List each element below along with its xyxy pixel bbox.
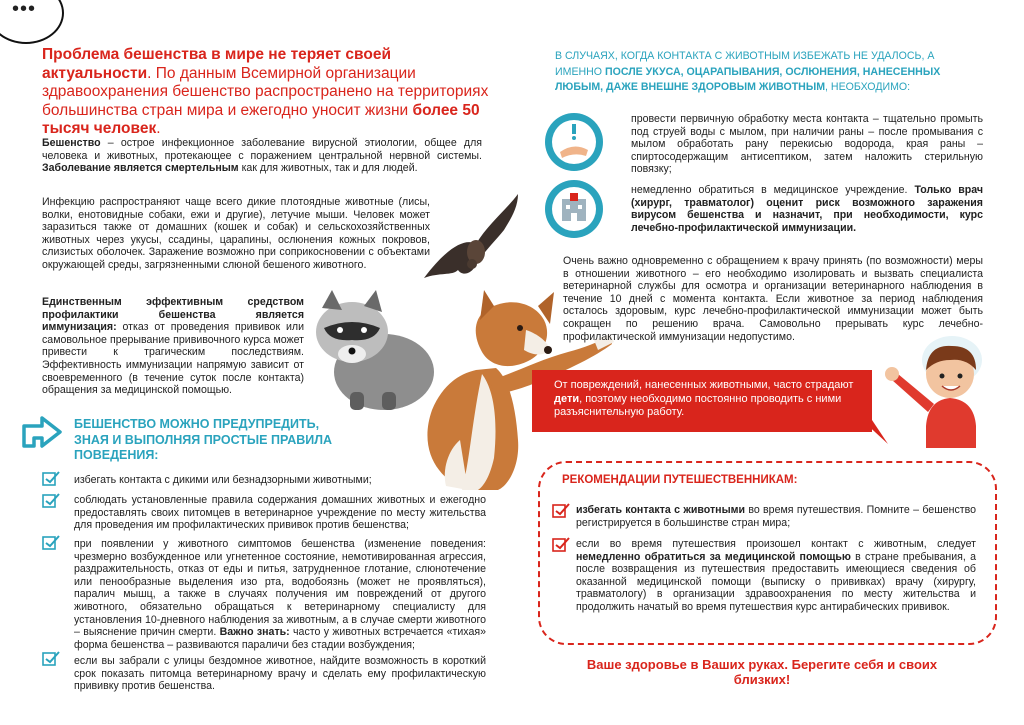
- rule-item: соблюдать установленные правила содержания домашних животных и ежегодно предоставлять своих питомцев в ветеринарное учреждение по месту жительства для проведения им профилактических прививок против бешенства;: [74, 494, 486, 532]
- infection-sources-paragraph: Инфекцию распространяют чаще всего дикие плотоядные животные (лисы, волки, енотовидные собаки, ежи и другие), летучие мыши. Человек может заразиться также от домашних (кошек и собак) и сельскохозяйственных животных через укусы, ссадины, царапины, ослюнения кожных покровов, слизистых оболочек. Заражение возможно при соприкосновении с объектами окружающей среды, загрязненными слюной бешеного животного.: [42, 196, 430, 271]
- travel-item: если во время путешествия произошел контакт с животным, следует немедленно обратиться за медицинской помощью в стране пребывания, а после возвращения из путешествия предоставить имеющиеся сведения об оказанной медицинской помощи (выписку о прививках) врачу (хирургу, травматологу) в организации здравоохранения по месту жительства и продолжить начатый во время путешествия курс антирабических прививок.: [576, 538, 976, 613]
- checkbox-icon: [42, 492, 60, 508]
- rule-item: если вы забрали с улицы бездомное животное, найдите возможность в короткий срок показать питомца ветеринарному врачу и сделать ему профилактическую прививку против бешенства.: [74, 655, 486, 693]
- observation-paragraph: Очень важно одновременно с обращением к врачу принять (по возможности) меры в отношении животного – его необходимо изолировать и вызвать специалиста ветеринарной службы для осмотра и организации ветеринарного наблюдения в течение 10 дней с момента контакта. Если животное за период наблюдения осталось здоровым, курс лечебно-профилактической иммунизации может быть сокращен по решению врача. Самовольно прерывать курс лечебно-профилактической иммунизации недопустимо.: [563, 255, 983, 343]
- prevention-title: БЕШЕНСТВО МОЖНО ПРЕДУПРЕДИТЬ, ЗНАЯ И ВЫПОЛНЯЯ ПРОСТЫЕ ПРАВИЛА ПОВЕДЕНИЯ:: [74, 417, 333, 462]
- checkbox-icon: [552, 536, 570, 552]
- immunization-paragraph: Единственным эффективным средством профилактики бешенства является иммунизация: отказ от проведения прививок или самовольное прерывание прививочного курса может привести к трагическим последствиям. Эффективность иммунизации напрямую зависит от своевременного (в течение суток после контакта) обращения за медицинской помощью.: [42, 296, 304, 397]
- checkbox-icon: [42, 534, 60, 550]
- footer-slogan: Ваше здоровье в Ваших руках. Берегите себя и своих близких!: [586, 657, 938, 687]
- checkbox-icon: [42, 650, 60, 666]
- rule-item: при появлении у животного симптомов бешенства (изменение поведения: чрезмерно возбужденное или угнетенное состояние, немотивированная агрессия, раздражительность, отказ от еды и питья, затрудненное глотание, слюнотечение или пенообразные выделения изо рта, водобоязнь (может не проявляться), паралич мышц, а также в случаях получения им повреждений от другого животного, обязательно обращаться к ветеринарному специалисту для установления 10-дневного наблюдения за животным, а в случае смерти животного – выяснение причин смерти. Важно знать: часто у животных встречается «тихая» форма бешенства – развиваются параличи без стадии возбуждения;: [74, 538, 486, 651]
- bat-image: [418, 190, 526, 286]
- first-aid-step: провести первичную обработку места контакта – тщательно промыть под струей воды с мылом, при наличии раны – после промывания с мылом обработать рану перекисью водорода, края раны – спиртосодержащим антисептиком, затем наложить стерильную повязку;: [631, 113, 983, 176]
- rule-item: избегать контакта с дикими или безнадзорными животными;: [74, 474, 372, 486]
- travel-item: избегать контакта с животными во время путешествия. Помните – бешенство регистрируется в большинстве стран мира;: [576, 504, 976, 529]
- checkbox-icon: [552, 502, 570, 518]
- hospital-icon: [545, 180, 603, 238]
- arrow-icon: [20, 412, 64, 452]
- washing-hands-icon: [545, 113, 603, 171]
- children-warning-text: От повреждений, нанесенных животными, часто страдают дети, поэтому необходимо постоянно проводить с ними разъяснительную работу.: [554, 379, 854, 418]
- travel-title: РЕКОМЕНДАЦИИ ПУТЕШЕСТВЕННИКАМ:: [562, 474, 798, 486]
- children-warning-box: [532, 370, 872, 432]
- medical-step: немедленно обратиться в медицинское учреждение. Только врач (хирург, травматолог) оценит риск возможного заражения вирусом бешенства и назначит, при необходимости, курс лечебно-профилактической иммунизации.: [631, 184, 984, 234]
- speech-bubble-icon: •••: [0, 0, 64, 44]
- boy-illustration: [878, 330, 988, 448]
- contact-intro: В СЛУЧАЯХ, КОГДА КОНТАКТА С ЖИВОТНЫМ ИЗБЕЖАТЬ НЕ УДАЛОСЬ, А ИМЕННО ПОСЛЕ УКУСА, ОЦАРАПЫВАНИЯ, ОСЛЮНЕНИЯ, НАНЕСЕННЫХ ЛЮБЫМ, ДАЖЕ ВНЕШНЕ ЗДОРОВЫМ ЖИВОТНЫМ, НЕОБХОДИМО:: [555, 50, 941, 93]
- checkbox-icon: [42, 470, 60, 486]
- definition-paragraph: Бешенство – острое инфекционное заболевание вирусной этиологии, общее для человека и животных, протекающее с поражением центральной нервной системы. Заболевание является смертельным как для животных, так и для людей.: [42, 137, 482, 175]
- intro-title: Проблема бешенства в мире не теряет своей актуальности. По данным Всемирной организации здравоохранения бешенство распространено на территориях большинства стран мира и ежегодно уносит жизни более 50 тысяч человек.: [42, 46, 489, 137]
